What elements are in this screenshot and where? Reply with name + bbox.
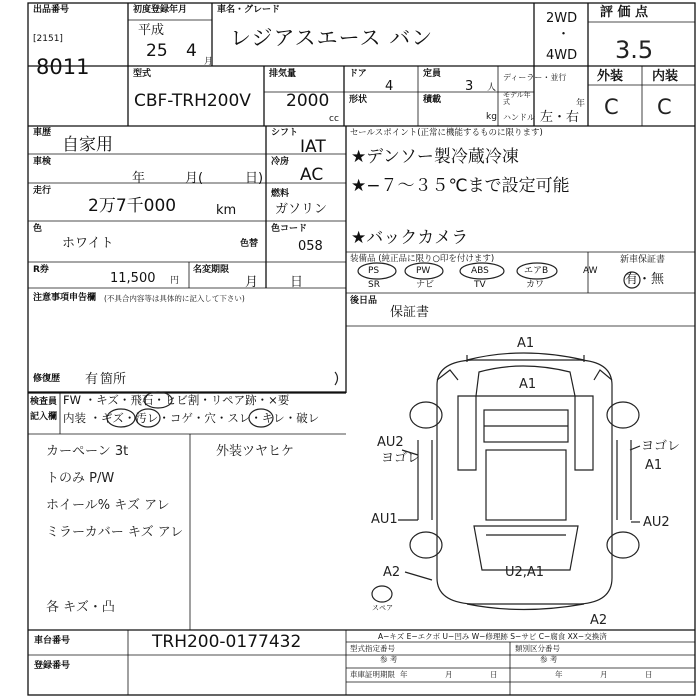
repair-suffix: 箇所	[100, 372, 127, 387]
era: 平成	[138, 23, 165, 38]
drive-2wd: 2WD	[546, 11, 578, 26]
interior-score: C	[657, 95, 672, 119]
shift: IAT	[300, 137, 326, 157]
equip-tv: TV	[474, 280, 486, 290]
recycle-value: 11,500	[110, 271, 156, 286]
mark-left-mid: AU1	[371, 512, 398, 527]
model-year-unit: 年	[576, 99, 586, 109]
hand-note-5: 各 キズ・凸	[46, 600, 115, 615]
exterior-score: C	[604, 95, 619, 119]
mark-left-front-1: AU2	[377, 435, 404, 450]
mark-front: A1	[517, 336, 535, 351]
equipment-label: 装備品 (純正品に限り○印を付けます)	[350, 254, 495, 264]
notes-sub: (不具合内容等は具体的に記入して下さい)	[104, 294, 245, 303]
inspector-label-1: 検査員	[30, 397, 58, 407]
mark-rear-bumper: A2	[590, 613, 608, 628]
equip-airbag: エアB	[524, 266, 549, 276]
capacity-unit: 人	[487, 83, 497, 93]
repair-label: 修復歴	[33, 374, 61, 384]
recycle-unit: 円	[170, 276, 180, 286]
hand-note-3: ホイール% キズ アレ	[46, 498, 170, 513]
equip-leather: カワ	[526, 280, 545, 290]
color: ホワイト	[62, 236, 114, 251]
car-name-label: 車名・グレード	[217, 5, 281, 15]
ac: AC	[300, 165, 324, 185]
cert-label: 車庫証明期限	[350, 670, 395, 679]
mileage-label: 走行	[33, 186, 52, 196]
cert-month-2: 月	[600, 670, 608, 679]
doors-label: ドア	[349, 69, 367, 79]
dealer-label: ディーラー・並行	[503, 73, 567, 82]
sales-point-2: ★−７〜３５℃まで設定可能	[351, 176, 570, 196]
notes-label: 注意事項申告欄	[33, 293, 97, 303]
cert-year-2: 年	[555, 670, 563, 679]
lot-sub: [2151]	[33, 34, 63, 44]
color-code-label: 色コード	[271, 224, 308, 234]
sales-points-label: セールスポイント(正常に機能するものに限ります)	[350, 128, 543, 138]
recycle-label: R券	[33, 265, 49, 275]
cert-day-2: 日	[645, 670, 653, 679]
load-unit: kg	[486, 112, 497, 122]
usage-label: 車歴	[33, 128, 52, 138]
fuel: ガソリン	[275, 202, 328, 217]
drive-4wd: 4WD	[546, 48, 578, 63]
mark-right-front-2: A1	[645, 458, 663, 473]
repair-value: 有	[85, 372, 99, 387]
ref-right: 参 考	[540, 655, 558, 664]
post-label: 後日品	[350, 296, 378, 306]
month-unit: 月	[204, 57, 214, 67]
chassis: TRH200-0177432	[152, 632, 302, 652]
inspector-row-1: FW ・キズ・飛石・ヒビ割・リペア跡・×要	[63, 393, 290, 407]
chassis-label: 車台番号	[34, 636, 71, 646]
cert-month: 月	[445, 670, 453, 679]
usage: 自家用	[62, 135, 113, 155]
interior-label: 内装	[652, 69, 679, 84]
inspector-row-2: 内装 ・ギズ・汚レ・コゲ・穴・スレ・キレ・破レ	[63, 411, 320, 425]
model-label: 型式	[133, 69, 152, 79]
mark-rear: U2,A1	[505, 565, 545, 580]
sales-point-3: ★バックカメラ	[351, 228, 469, 248]
lot-number: 8011	[36, 55, 90, 79]
handle-value: 左・右	[540, 110, 580, 125]
tax-day: 日	[290, 275, 304, 290]
manual-value: 有・無	[625, 272, 665, 287]
inspection-day: 日)	[245, 171, 264, 186]
first-reg-label: 初度登録年月	[133, 5, 188, 15]
post-value: 保証書	[390, 305, 430, 320]
mark-right-mid: AU2	[643, 515, 670, 530]
hand-note-1: カーペーン 3t	[46, 444, 129, 459]
displacement-label: 排気量	[269, 69, 297, 79]
model-year-label: モデル年式	[503, 91, 531, 106]
fuel-label: 燃料	[271, 189, 290, 199]
score-label: 評 価 点	[600, 5, 649, 20]
category: 類別区分番号	[515, 644, 560, 653]
mark-left-rear: A2	[383, 565, 401, 580]
mileage-unit: km	[216, 203, 237, 218]
equip-aw: AW	[583, 266, 598, 276]
color-label: 色	[33, 224, 43, 234]
hand-note-right-1: 外装ツヤヒケ	[216, 444, 295, 459]
exterior-label: 外装	[597, 69, 624, 84]
type-designation: 型式指定番号	[350, 644, 395, 653]
capacity-label: 定員	[423, 69, 442, 79]
mark-left-front-2: ヨゴレ	[381, 451, 421, 466]
equip-navi: ナビ	[416, 280, 435, 290]
equip-ps: PS	[368, 266, 380, 276]
lot-label: 出品番号	[33, 5, 70, 15]
spare-label: スペア	[372, 604, 393, 612]
capacity: 3	[465, 79, 474, 94]
defect-legend: A−キズ E−エクボ U−凹み W−修理跡 S−サビ C−腐食 XX−交換済	[378, 632, 607, 641]
load-label: 積載	[423, 95, 442, 105]
equip-sr: SR	[368, 280, 380, 290]
reg-label: 登録番号	[34, 661, 71, 671]
mark-hood: A1	[519, 377, 537, 392]
inspector-label-2: 記入欄	[30, 412, 58, 422]
sales-point-1: ★デンソー製冷蔵冷凍	[351, 147, 519, 167]
cert-day: 日	[490, 670, 498, 679]
ref-left: 参 考	[380, 655, 398, 664]
score: 3.5	[615, 36, 654, 64]
equip-pw: PW	[416, 266, 431, 276]
reg-month: 4	[186, 41, 197, 61]
inspection-label: 車検	[33, 157, 52, 167]
handle-label: ハンドル	[503, 113, 535, 122]
color-code: 058	[298, 239, 323, 254]
hand-note-2: トのみ P/W	[46, 471, 115, 486]
inspection-year: 年	[132, 171, 146, 186]
equip-abs: ABS	[471, 266, 489, 276]
ac-label: 冷房	[271, 157, 290, 167]
manual-label: 新車保証書	[620, 255, 666, 265]
tax-month: 月	[245, 275, 259, 290]
doors: 4	[385, 79, 394, 94]
model: CBF-TRH200V	[134, 91, 251, 111]
shape-label: 形状	[349, 95, 368, 105]
hand-note-4: ミラーカバー キズ アレ	[46, 525, 184, 540]
mileage: 2万7千000	[88, 196, 177, 216]
reg-year: 25	[146, 41, 168, 61]
inspection-month: 月(	[185, 171, 204, 186]
car-name: レジアスエース バン	[230, 26, 434, 50]
cc-unit: cc	[329, 114, 339, 124]
color-change-label: 色替	[240, 239, 259, 249]
shift-label: シフト	[271, 128, 299, 138]
displacement: 2000	[286, 91, 330, 111]
tax-label: 名変期限	[193, 265, 230, 275]
cert-year: 年	[400, 670, 408, 679]
mark-right-front-1: ヨゴレ	[641, 439, 681, 454]
